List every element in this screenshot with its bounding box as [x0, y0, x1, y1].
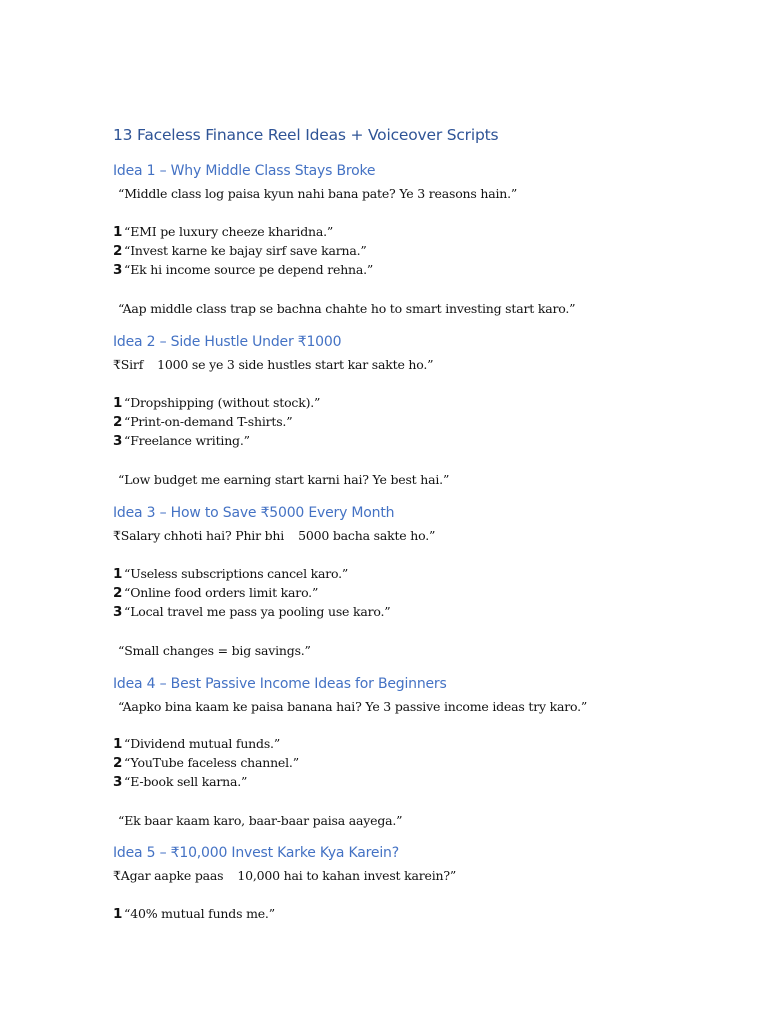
- intro-part-a: ₹Agar aapke paas: [113, 868, 224, 883]
- idea-4-heading: Idea 4 – Best Passive Income Ideas for Beginners: [113, 676, 447, 692]
- point-text: “40% mutual funds me.”: [124, 906, 275, 921]
- point-text: “Local travel me pass ya pooling use karo.”: [124, 604, 391, 619]
- intro-part-b: 1000 se ye 3 side hustles start kar sakte ho.”: [157, 357, 434, 372]
- point-number: 3: [113, 262, 123, 278]
- point-number: 1: [113, 736, 123, 752]
- intro-part-a: ₹Salary chhoti hai? Phir bhi: [113, 528, 285, 543]
- idea-2-outro: “Low budget me earning start karni hai? Ye best hai.”: [118, 472, 450, 487]
- idea-4-point-2: [113, 755, 299, 771]
- idea-4-intro: “Aapko bina kaam ke paisa banana hai? Ye 3 passive income ideas try karo.”: [118, 699, 588, 714]
- idea-3-point-1: [113, 566, 348, 582]
- point-text: “Dividend mutual funds.”: [124, 736, 281, 751]
- point-number: 1: [113, 566, 123, 582]
- point-text: “YouTube faceless channel.”: [124, 755, 299, 770]
- idea-3-intro: [113, 528, 435, 543]
- point-text: “E-book sell karna.”: [124, 774, 248, 789]
- idea-1-point-3: [113, 262, 373, 278]
- idea-4-point-1: [113, 736, 280, 752]
- idea-4-point-3: [113, 774, 247, 790]
- idea-4-outro: “Ek baar kaam karo, baar-baar paisa aayega.”: [118, 813, 403, 828]
- point-text: “Ek hi income source pe depend rehna.”: [124, 262, 374, 277]
- idea-3-point-3: [113, 604, 390, 620]
- idea-2-heading: Idea 2 – Side Hustle Under ₹1000: [113, 334, 342, 350]
- point-number: 2: [113, 585, 123, 601]
- intro-part-a: ₹Sirf: [113, 357, 144, 372]
- point-number: 1: [113, 224, 123, 240]
- idea-3-heading: Idea 3 – How to Save ₹5000 Every Month: [113, 505, 395, 521]
- point-text: “Invest karne ke bajay sirf save karna.”: [124, 243, 367, 258]
- point-text: “EMI pe luxury cheeze kharidna.”: [124, 224, 334, 239]
- document-title: 13 Faceless Finance Reel Ideas + Voiceover Scripts: [113, 126, 499, 144]
- point-text: “Freelance writing.”: [124, 433, 250, 448]
- idea-1-intro: “Middle class log paisa kyun nahi bana pate? Ye 3 reasons hain.”: [118, 186, 518, 201]
- intro-part-b: 10,000 hai to kahan invest karein?”: [237, 868, 457, 883]
- idea-1-point-1: [113, 224, 333, 240]
- point-number: 3: [113, 774, 123, 790]
- idea-2-point-3: [113, 433, 250, 449]
- point-text: “Online food orders limit karo.”: [124, 585, 319, 600]
- idea-5-heading: Idea 5 – ₹10,000 Invest Karke Kya Karein?: [113, 845, 399, 861]
- idea-5-point-1: [113, 906, 275, 922]
- idea-2-point-2: [113, 414, 292, 430]
- idea-3-outro: “Small changes = big savings.”: [118, 643, 311, 658]
- idea-5-intro: [113, 868, 456, 883]
- point-number: 1: [113, 906, 123, 922]
- point-number: 2: [113, 414, 123, 430]
- point-text: “Useless subscriptions cancel karo.”: [124, 566, 349, 581]
- point-text: “Print-on-demand T-shirts.”: [124, 414, 293, 429]
- idea-1-outro: “Aap middle class trap se bachna chahte ho to smart investing start karo.”: [118, 301, 576, 316]
- point-number: 2: [113, 755, 123, 771]
- idea-1-point-2: [113, 243, 367, 259]
- idea-3-point-2: [113, 585, 318, 601]
- point-number: 2: [113, 243, 123, 259]
- intro-part-b: 5000 bacha sakte ho.”: [298, 528, 436, 543]
- point-number: 3: [113, 433, 123, 449]
- point-number: 1: [113, 395, 123, 411]
- point-number: 3: [113, 604, 123, 620]
- point-text: “Dropshipping (without stock).”: [124, 395, 321, 410]
- idea-2-point-1: [113, 395, 320, 411]
- idea-1-heading: Idea 1 – Why Middle Class Stays Broke: [113, 163, 376, 179]
- idea-2-intro: [113, 357, 433, 372]
